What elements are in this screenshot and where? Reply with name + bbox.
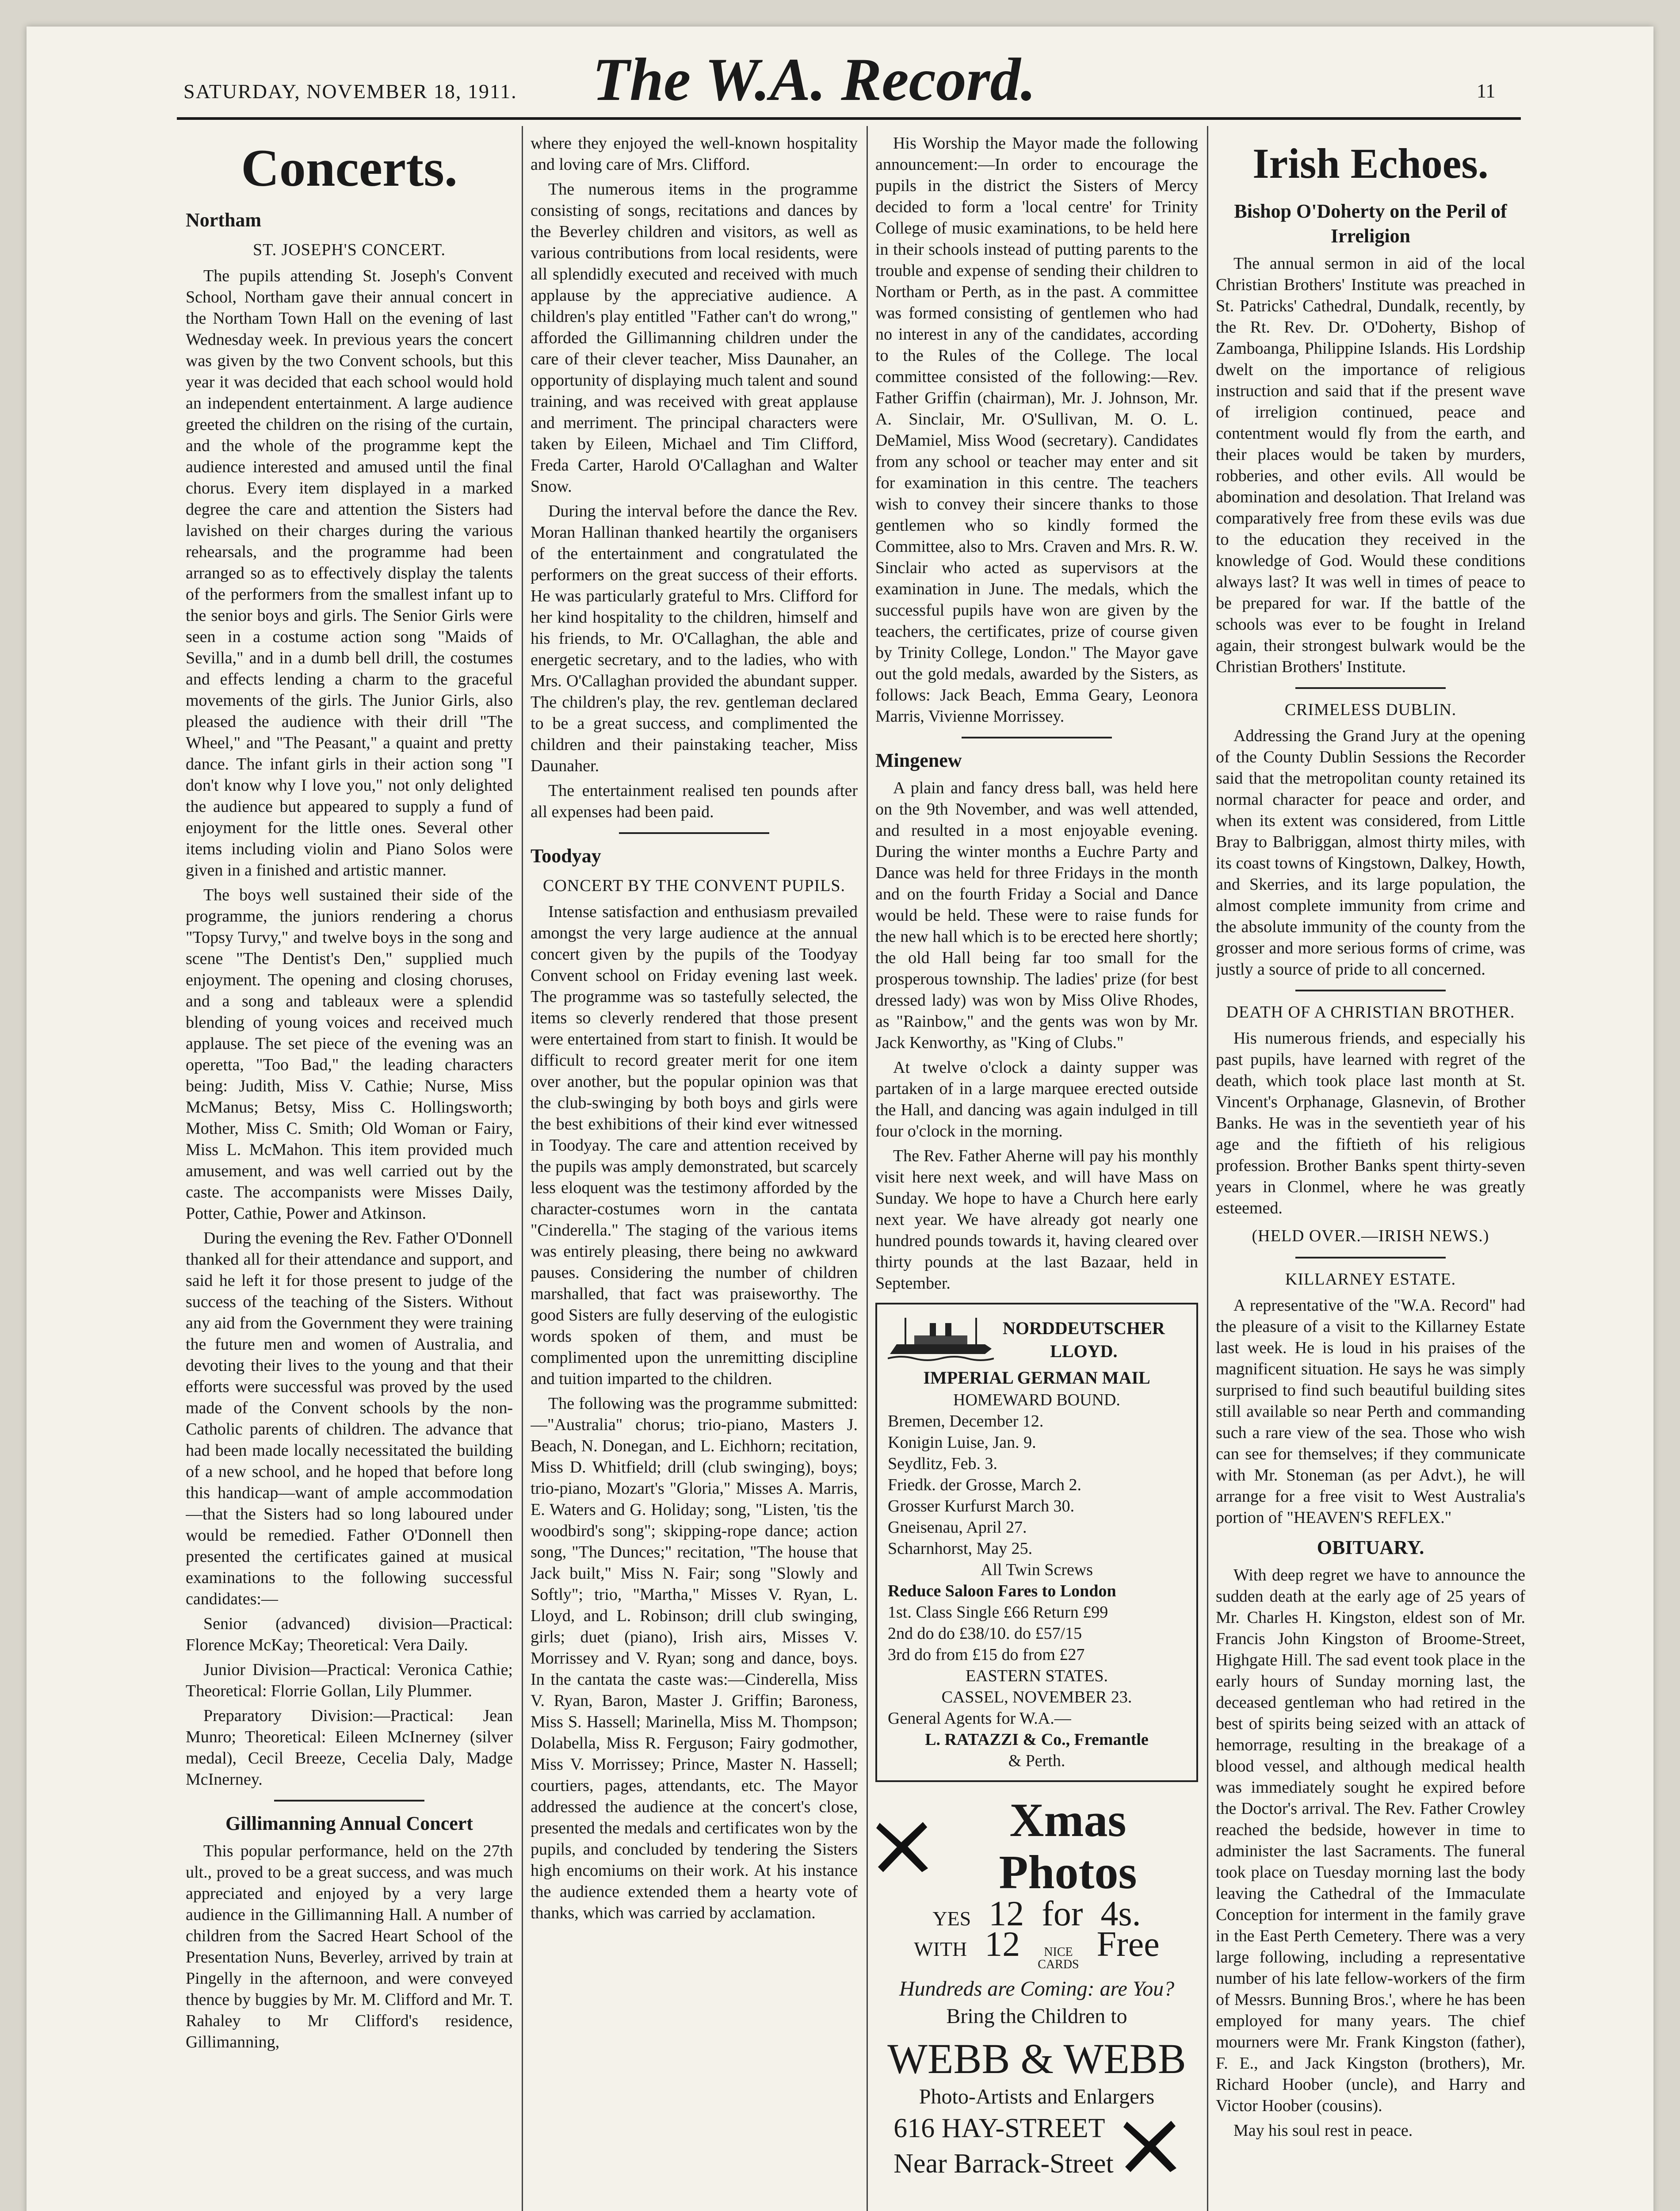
advert-xmas-photos [875,1794,1198,2181]
price-nice-cards [1038,1946,1079,1971]
masthead [27,27,1653,115]
section-heading-irish-echoes: Irish Echoes. [1252,140,1489,187]
lloyd-screws: All Twin Screws [980,1561,1093,1579]
lloyd-fares: Reduce Saloon Fares to London [888,1582,1116,1600]
price-with: WITH [914,1938,967,1960]
article-paragraph: Junior Division—Practical: Veronica Cathie; Theoretical: Florrie Gollan, Lily Plummer. [186,1660,513,1700]
column-concerts-continued [531,133,858,2211]
article-paragraph: A representative of the "W.A. Record" had the pleasure of a visit to the Killarney Estate last week. He is loud in his praises of the magnificent situation. He says he was simply surprised to find such beautiful building sites still available so near Perth and commanding such a rare view of the sea. Those who wish can see for themselves; if they communicate with Mr. Stoneman (as per Advt.), he will arrange for a free visit to West Australia's portion of "HEAVEN'S REFLEX." [1216,1296,1525,1527]
cards-label: CARDS [1038,1958,1079,1971]
advert-norddeutscher-lloyd [875,1303,1198,1782]
article-paragraph: where they enjoyed the well-known hospitality and loving care of Mrs. Clifford. [531,134,858,174]
sailing-entry: Seydlitz, Feb. 3. [888,1454,998,1473]
lloyd-name-2: LLOYD. [1050,1341,1118,1361]
article-separator [962,737,1112,738]
article-paragraph: During the evening the Rev. Father O'Donnell thanked all for their attendance and support, and said he left it for those present to judge of the success of the teaching of the Sisters. Without any aid from the Government they were training the future men and women of Australia, and devoting their lives to the young and that their efforts were successful was proved by the used made of the Convent schools by the non-Catholic parents of children. The advance that had been made locally necessitated the building of a new school, and he hoped that before long this handicap—want of ample accommodation—that the Sisters had so long laboured under would be remedied. Father O'Donnell then presented the certificates gained at musical examinations to the following successful candidates:— [186,1229,513,1608]
sailing-entry: Friedk. der Grosse, March 2. [888,1476,1081,1494]
article-separator [274,1800,424,1802]
column-divider [867,126,868,2211]
article-paragraph: The Rev. Father Aherne will pay his monthly visit here next week, and will have Mass on Sunday. We hope to have a Church here early next year. We have already got nearly one hundred pounds towards it, having cleared over thirty pounds at the last Bazaar, held in September. [875,1147,1198,1293]
lloyd-name: NORDDEUTSCHER [1003,1318,1165,1338]
xmas-title-row [875,1794,1198,1899]
article-paragraph: The numerous items in the programme consisting of songs, recitations and dances by the Beverley children and visitors, as well as various contributions from local residents, were all splendidly executed and received with much applause by the appreciative audience. A children's play entitled "Father can't do wrong," afforded the Gillimanning children under the care of their clever teacher, Miss Daunaher, an opportunity of displaying much talent and sound training, and was received with great applause and merriment. The principal characters were taken by Eileen, Michael and Tim Clifford, Freda Carter, Harold O'Callaghan and Walter Snow. [531,180,858,496]
lloyd-mail: IMPERIAL GERMAN MAIL [923,1368,1150,1388]
steamship-icon [888,1313,994,1366]
article-credit: (HELD OVER.—IRISH NEWS.) [1252,1227,1489,1245]
issue-date: SATURDAY, NOVEMBER 18, 1911. [183,80,517,103]
lloyd-ratazzi: L. RATAZZI & Co., Fremantle [925,1730,1149,1749]
cross-mark-icon [875,1818,932,1875]
sailing-entry: Grosser Kurfurst March 30. [888,1497,1075,1515]
photographer-trade: Photo-Artists and Enlargers [919,2085,1155,2108]
lloyd-header [888,1313,1186,1366]
subheading-convent-pupils: CONCERT BY THE CONVENT PUPILS. [543,876,845,895]
article-paragraph: His Worship the Mayor made the following announcement:—In order to encourage the pupils in the district the Sisters of Mercy decided to form a 'local centre' for Trinity College of music examinations, to be held here in their schools instead of putting parents to the trouble and expense of sending their children to Northam or Perth, as in the past. A committee was formed consisting of gentlemen who had no interest in any of the candidates, according to the Rules of the College. The local committee consisted of the following:—Rev. Father Griffin (chairman), Mr. J. Johnson, Mr. A. Sinclair, Mr. O'Sullivan, M. O. L. DeMamiel, Miss Wood (secretary). Candidates from any school or teacher may enter and sit for examination in this centre. The teachers wish to convey their sincere thanks to those gentlemen who so kindly formed the Committee, also to Mrs. Craven and Mrs. R. W. Sinclair who acted as supervisors at the examination in June. The medals, which the successful pupils have won are given by the teachers, the certificates, prize of course given by Trinity College, London." The Mayor gave out the gold medals, awarded by the Sisters, as follows: Jack Beach, Emma Geary, Leonora Marris, Vivienne Morrissey. [875,134,1198,726]
sailing-entry: Bremen, December 12. [888,1412,1044,1431]
article-separator [1295,1257,1446,1259]
price-quantity-2: 12 [985,1925,1020,1964]
article-paragraph: Preparatory Division:—Practical: Jean Munro; Theoretical: Eileen McInerney (silver medal), Cecil Breeze, Cecelia Daly, Madge McInerney. [186,1706,513,1789]
lloyd-agents: General Agents for W.A.— [888,1709,1071,1728]
subheading-crimeless-dublin: CRIMELESS DUBLIN. [1284,700,1457,719]
lloyd-cassel: CASSEL, NOVEMBER 23. [941,1688,1132,1706]
subheading-toodyay: Toodyay [531,845,601,867]
column-irish-echoes [1216,133,1525,2211]
price-amount: 4s. [1100,1894,1141,1933]
lloyd-homeward: HOMEWARD BOUND. [953,1391,1120,1409]
article-paragraph: With deep regret we have to announce the sudden death at the early age of 25 years of Mr. Charles H. Kingston, eldest son of Mr. Francis John Kingston of Broome-Street, Highgate Hill. The sad event took place in the early hours of Sunday morning last, the deceased gentleman who had retired in the best of spirits being seized with an attack of hemorrage, resulting in the breakage of a blood vessel, and although medical health was immediately sought he expired before the Doctor's arrival. The Rev. Father Crowley reached the bedside, however in time to administer the last Sacraments. The funeral took place on Tuesday morning last the body leaving the Cathedral of the Immaculate Conception for interment in the family grave in the East Perth Cemetery. There was a very large following, including a representative number of his late fellow-workers of the firm of Messrs. Bunning Bros.', where he has been employed for many years. The chief mourners were Mr. Frank Kingston (father), F. E., and Jack Kingston (brothers), Mr. Richard Hoober (uncle), and Harry and Victor Hoober (cousins). [1216,1566,1525,2115]
address-street: 616 HAY-STREET [893,2113,1105,2143]
article-paragraph: Addressing the Grand Jury at the opening of the County Dublin Sessions the Recorder said that the metropolitan county retained its normal character for peace and order, and when its extent was considered, from Little Bray to Balbriggan, almost thirty miles, with its coast towns of Kingstown, Dalkey, Howth, and Skerries, and its large population, the almost complete immunity from crime and the absolute immunity of the county from the grosser and more serious forms of crime, was justly a source of pride to all concerned. [1216,727,1525,979]
subheading-gillimanning: Gillimanning Annual Concert [225,1813,473,1834]
article-paragraph: This popular performance, held on the 27th ult., proved to be a great success, and was much appreciated and enjoyed by a very large audience in the Gillimanning Hall. A number of children from the Sacred Heart School of the Presentation Nuns, Beverley, arrived by train at Pingelly in the afternoon, and were conveyed thence by buggies by Mr. M. Clifford and Mr. T. Rahaley to Mr Clifford's residence, Gillimanning, [186,1842,513,2051]
page-number: 11 [1477,80,1496,102]
article-separator [619,832,769,834]
price-row-2 [875,1925,1198,1971]
cross-mark-icon [1123,2117,1180,2175]
article-paragraph: The boys well sustained their side of the programme, the juniors rendering a chorus "Topsy Turvy," and twelve boys in the song and scene "The Dentist's Den," supplied much enjoyment. The opening and closing choruses, and a song and tableaux were a splendid blending of young voices and received much applause. The set piece of the evening was an operetta, "Too Bad," the leading characters being: Judith, Miss V. Cathie; Nurse, Miss McManus; Betsy, Miss C. Hollingsworth; Mother, Miss C. Smith; Old Woman or Fairy, Miss L. McMahon. This item provided much amusement, and was well carried out by the caste. The accompanists were Misses Daily, Potter, Cathie, Power and Atkinson. [186,886,513,1223]
article-paragraph: The entertainment realised ten pounds after all expenses had been paid. [531,781,858,821]
fare-entry: 1st. Class Single £66 Return £99 [888,1603,1108,1622]
article-separator [1295,990,1446,991]
xmas-bring: Bring the Children to [946,2004,1127,2028]
article-paragraph: A plain and fancy dress ball, was held here on the 9th November, and was well attended, and resulted in a most enjoyable evening. During the winter months a Euchre Party and Dance was held for three Fridays in the month and on the fourth Friday a Social and Dance would be held. These were to raise funds for the new hall which is to be erected here shortly; the old Hall being far too small for the prosperous township. The ladies' prize (for best dressed lady) was won by Miss Olive Rhodes, as "Rainbow," and the gents was won by Mr. Jack Kenworthy, as "King of Clubs." [875,779,1198,1052]
price-for: for [1042,1894,1083,1933]
address-near: Near Barrack-Street [893,2149,1114,2179]
price-free: Free [1096,1925,1160,1964]
subheading-obituary: OBITUARY. [1317,1537,1424,1558]
fare-entry: 2nd do do £38/10. do £57/15 [888,1624,1082,1643]
subheading-mingenew: Mingenew [875,750,962,771]
address-row [875,2111,1198,2181]
article-paragraph: Intense satisfaction and enthusiasm prevailed amongst the very large audience at the annual concert given by the pupils of the Toodyay Convent school on Friday evening last week. The programme was so tastefully selected, the items so cleverly rendered that those present were entertained from start to finish. It would be difficult to record greater merit for one item over another, but the popular opinion was that the club-swinging by both boys and girls were the best exhibitions of their kind ever witnessed in Toodyay. The care and attention received by the pupils was amply demonstrated, but scarcely less eloquent was the testimony afforded by the character-costumes worn in the cantata "Cinderella." The staging of the various items was entirely pleasing, there being no awkward pauses. Considering the number of children marshalled, that fact was praiseworthy. The good Sisters are fully deserving of the eulogistic words spoken of them, and must be complimented upon the unremitting discipline and tuition imparted to the children. [531,903,858,1388]
newspaper-title: The W.A. Record. [592,46,1036,113]
subheading-st-josephs: ST. JOSEPH'S CONCERT. [253,241,446,259]
newspaper-page [27,27,1653,2211]
column-mingenew-adverts [875,133,1198,2211]
sailing-entry: Konigin Luise, Jan. 9. [888,1433,1036,1452]
article-paragraph: The annual sermon in aid of the local Christian Brothers' Institute was preached in St. Patricks' Cathedral, Dundalk, recently, by the Rt. Rev. Dr. O'Doherty, Bishop of Zamboanga, Philippine Islands. His Lordship dwelt on the importance of religious instruction and said that if the present wave of irreligion continued, peace and contentment would fly from the earth, and their places would be taken by murders, robberies, and other evils. All would be abomination and desolation. That Ireland was comparatively free from these evils was due to the education they received in the knowledge of God. Would these conditions always last? It was well in times of peace to be prepared for war. If the battle of the schools was ever to be fought in Ireland again, their strongest bulwark would be the Christian Brothers' Institute. [1216,254,1525,676]
column-concerts [186,133,513,2211]
column-divider [522,126,523,2211]
price-quantity: 12 [989,1894,1024,1933]
xmas-title: Xmas Photos [999,1794,1137,1899]
photographer-name: WEBB & WEBB [887,2035,1186,2082]
subheading-bishop: Bishop O'Doherty on the Peril of Irreligion [1234,200,1507,247]
article-separator [1295,687,1446,689]
fare-entry: 3rd do from £15 do from £27 [888,1645,1085,1664]
masthead-rule [177,117,1521,120]
article-paragraph: The following was the programme submitted:—"Australia" chorus; trio-piano, Masters J. Beach, N. Donegan, and L. Eichhorn; recitation, Miss D. Whitfield; drill (club swinging), boys; trio-piano, Mozart's "Gloria," Misses A. Marris, E. Waters and G. Holiday; song, "Listen, 'tis the woodbird's song"; skipping-rope dance; action song, "The Dunces;" recitation, "The house that Jack built," Miss N. Fair; song "Slowly and Softly"; trio, "Martha," Misses V. Ryan, L. Lloyd, and L. Robinson; drill club swinging, girls; duet (piano), Irish airs, Misses V. Morrissey and V. Ryan; song and dance, boys. In the cantata the caste was:—Cinderella, Miss V. Ryan, Baron, Master J. Griffin; Baroness, Miss S. Hassell; Marinella, Miss M. Thompson; Dolabella, Miss R. Ferguson; Fairy godmother, Miss V. Morrissey; Prince, Master N. Hassell; courtiers, pages, attendants, etc. The Mayor addressed the audience at the concert's close, presented the medals and certificates won by the pupils, and concluded by tendering the Sisters high encomiums on their work. At his instance the audience extended them a hearty vote of thanks, which was carried by acclamation. [531,1394,858,1922]
article-paragraph: During the interval before the dance the Rev. Moran Hallinan thanked heartily the organisers of the entertainment and congratulated the performers on the great success of their efforts. He was particularly grateful to Mrs. Clifford for her kind hospitality to the children, himself and his friends, to Mr. O'Callaghan, the able and energetic secretary, and to the ladies, who with Mrs. O'Callaghan provided the abundant supper. The children's play, the rev. gentleman declared to be a great success, and complimented the children and their painstaking teacher, Miss Daunaher. [531,502,858,775]
lloyd-eastern: EASTERN STATES. [965,1667,1108,1685]
section-heading-concerts: Concerts. [241,138,458,197]
article-paragraph: At twelve o'clock a dainty supper was partaken of in a large marquee erected outside the Hall, and dancing was again indulged in till four o'clock in the morning. [875,1058,1198,1140]
column-divider [1207,126,1208,2211]
nice-label: NICE [1044,1945,1073,1959]
article-paragraph: May his soul rest in peace. [1233,2121,1413,2140]
article-paragraph: The pupils attending St. Joseph's Convent School, Northam gave their annual concert in the Northam Town Hall on the evening of last Wednesday week. In previous years the concert was given by the two Convent schools, but this year it was decided that each school would hold an independent entertainment. A large audience greeted the children on the rising of the curtain, and the whole of the programme kept the audience interested and amused until the final chorus. Every item displayed in a marked degree the care and attention the Sisters had lavished on their charges during the various rehearsals, and the programme had been arranged so as to effectively display the talents of the performers from the smallest infant up to the senior boys and girls. The Senior Girls were seen in a costume action song "Maids of Sevilla," and in a dumb bell drill, the costumes and effects lending a charm to the graceful movements of the girls. The Junior Girls, also pleased the audience with their drill "The Wheel," and "The Peasant," a quaint and pretty dance. The infant girls in their action song "I don't know why I love you," not only delighted the audience but appeared to supply a fund of enjoyment for the little ones. Several other items including violin and Piano Solos were given in a finished and artistic manner. [186,267,513,880]
price-yes: YES [932,1907,971,1930]
subheading-northam: Northam [186,209,262,231]
sailing-entry: Gneisenau, April 27. [888,1518,1027,1537]
sailing-entry: Scharnhorst, May 25. [888,1539,1033,1558]
address-block [893,2111,1113,2181]
subheading-killarney: KILLARNEY ESTATE. [1285,1270,1456,1289]
xmas-hundreds: Hundreds are Coming: are You? [899,1977,1175,2001]
lloyd-perth: & Perth. [1008,1752,1065,1770]
subheading-death-brother: DEATH OF A CHRISTIAN BROTHER. [1226,1003,1515,1021]
article-paragraph: Senior (advanced) division—Practical: Florence McKay; Theoretical: Vera Daily. [186,1614,513,1654]
article-paragraph: His numerous friends, and especially his past pupils, have learned with regret of the death, which took place last month at St. Vincent's Orphanage, Glasnevin, of Brother Banks. He was in the seventieth year of his age and the fiftieth of his religious profession. Brother Banks spent thirty-seven years in Clonmel, where he was greatly esteemed. [1216,1029,1525,1217]
